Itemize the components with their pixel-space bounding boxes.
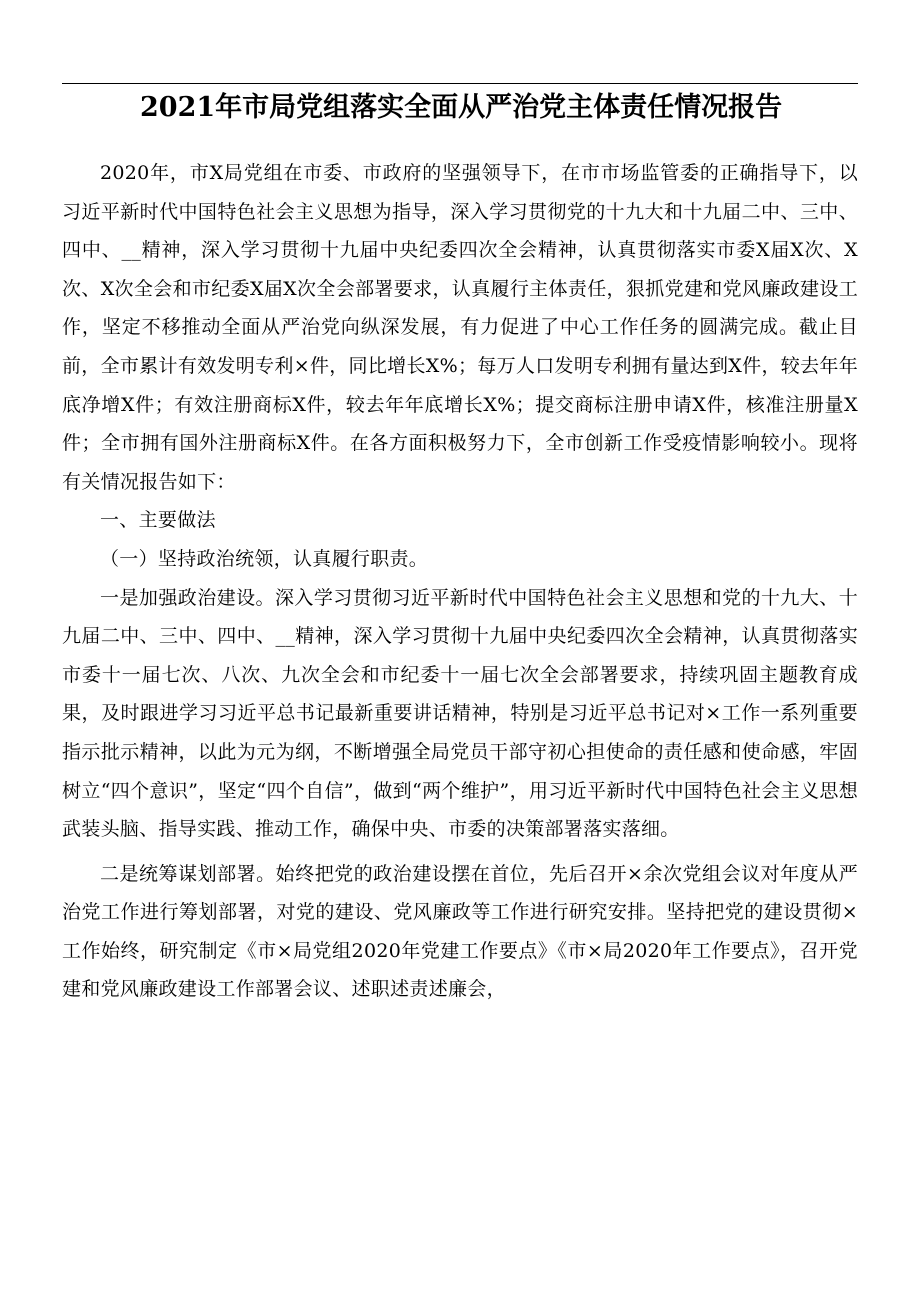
document-title: 2021年市局党组落实全面从严治党主体责任情况报告 bbox=[140, 92, 783, 123]
header-rule bbox=[62, 83, 858, 84]
subsection-heading-political-leadership: （一）坚持政治统领，认真履行职责。 bbox=[100, 547, 429, 570]
paragraph-overall-planning: 二是统筹谋划部署。始终把党的政治建设摆在首位，先后召开×余次党组会议对年度从严治党工作进行筹划部署，对党的建设、党风廉政等工作进行研究安排。坚持把党的建设贯彻×工作始终，研究制定《市×局党组2020年党建工作要点》《市×局2020年工作要点》，召开党建和党风廉政建设工作部署会议、述职述责述廉会， bbox=[62, 862, 858, 1001]
document-body bbox=[62, 154, 858, 1009]
section-heading-main-practices: 一、主要做法 bbox=[100, 509, 216, 532]
paragraph-political-building: 一是加强政治建设。深入学习贯彻习近平新时代中国特色社会主义思想和党的十九大、十九届二中、三中、四中、__精神，深入学习贯彻十九届中央纪委四次全会精神，认真贯彻落实市委十一届七次、八次、九次全会和市纪委十一届七次全会部署要求，持续巩固主题教育成果，及时跟进学习习近平总书记最新重要讲话精神，特别是习近平总书记对×工作一系列重要指示批示精神，以此为元为纲，不断增强全局党员干部守初心担使命的责任感和使命感，牢固树立“四个意识”，坚定“四个自信”，做到“两个维护”，用习近平新时代中国特色社会主义思想武装头脑、指导实践、推动工作，确保中央、市委的决策部署落实落细。 bbox=[62, 586, 858, 841]
intro-paragraph: 2020年，市X局党组在市委、市政府的坚强领导下，在市市场监管委的正确指导下，以习近平新时代中国特色社会主义思想为指导，深入学习贯彻党的十九大和十九届二中、三中、四中、__精神，深入学习贯彻十九届中央纪委四次全会精神，认真贯彻落实市委X届X次、X次、X次全会和市纪委X届X次全会部署要求，认真履行主体责任，狠抓党建和党风廉政建设工作，坚定不移推动全面从严治党向纵深发展，有力促进了中心工作任务的圆满完成。截止目前，全市累计有效发明专利×件，同比增长X%；每万人口发明专利拥有量达到X件，较去年年底净增X件；有效注册商标X件，较去年年底增长X%；提交商标注册申请X件，核准注册量X件；全市拥有国外注册商标X件。在各方面积极努力下，全市创新工作受疫情影响较小。现将有关情况报告如下： bbox=[62, 162, 858, 493]
